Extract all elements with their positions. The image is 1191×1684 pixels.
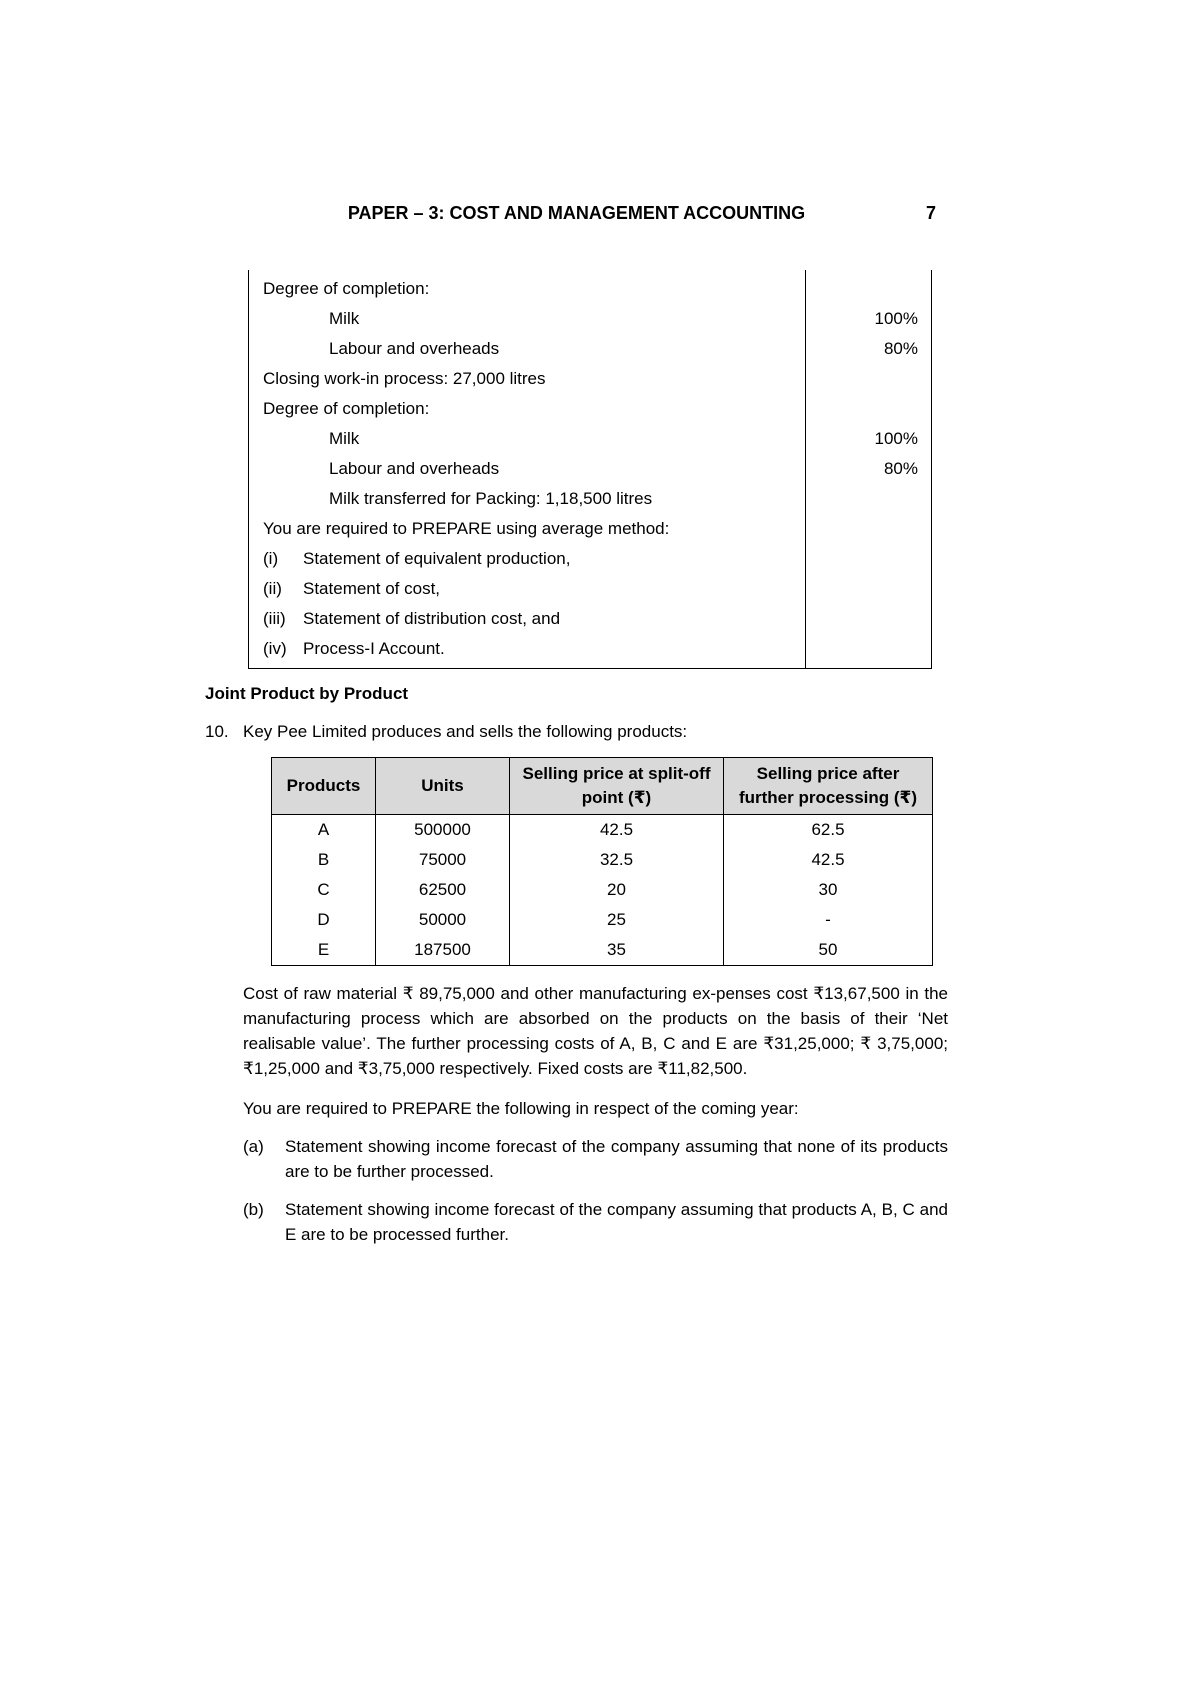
box-row — [249, 364, 931, 394]
box-row — [249, 274, 931, 304]
box-row — [249, 334, 931, 364]
box-row — [249, 514, 931, 544]
table-cell: 30 — [724, 875, 933, 905]
table-row — [272, 935, 933, 966]
list-marker: (iv) — [263, 639, 287, 658]
row-label: Statement of cost, — [303, 579, 441, 598]
table-cell: 62.5 — [724, 815, 933, 846]
table-header-row — [272, 758, 933, 815]
box-row — [249, 544, 931, 574]
column-header-split-off-price: Selling price at split-off point (₹) — [510, 758, 724, 815]
page-header — [205, 202, 948, 224]
column-header-after-processing-price: Selling price after further processing (₹) — [724, 758, 933, 815]
requirement-marker: (b) — [243, 1200, 264, 1219]
list-marker: (iii) — [263, 609, 286, 628]
box-row — [249, 454, 931, 484]
row-label: Statement of distribution cost, and — [303, 609, 561, 628]
page-number: 7 — [925, 203, 936, 223]
box-row — [249, 634, 931, 664]
table-cell: A — [272, 815, 376, 846]
row-label: Process-I Account. — [303, 639, 445, 658]
process-continuation-box — [248, 270, 932, 669]
row-value: 100% — [874, 309, 918, 328]
list-marker: (i) — [263, 549, 279, 568]
table-cell: 42.5 — [510, 815, 724, 846]
table-cell: 32.5 — [510, 845, 724, 875]
box-row — [249, 604, 931, 634]
table-cell: C — [272, 875, 376, 905]
section-heading: Joint Product by Product — [205, 684, 409, 703]
table-cell: - — [724, 905, 933, 935]
box-row — [249, 484, 931, 514]
question-10 — [205, 720, 948, 744]
table-cell: 50000 — [376, 905, 510, 935]
page-title: PAPER – 3: COST AND MANAGEMENT ACCOUNTING — [347, 203, 806, 223]
row-label: Labour and overheads — [329, 339, 500, 358]
row-label: Degree of completion: — [263, 279, 430, 298]
column-header-products: Products — [272, 758, 376, 815]
products-table — [271, 757, 933, 966]
table-cell: 62500 — [376, 875, 510, 905]
table-cell: 50 — [724, 935, 933, 966]
table-row — [272, 845, 933, 875]
row-value: 100% — [874, 429, 918, 448]
table-cell: B — [272, 845, 376, 875]
row-value: 80% — [883, 339, 918, 358]
table-cell: 25 — [510, 905, 724, 935]
table-cell: 75000 — [376, 845, 510, 875]
row-label: Degree of completion: — [263, 399, 430, 418]
table-cell: 187500 — [376, 935, 510, 966]
requirement-text: Statement showing income forecast of the company assuming that products A, B, C and E are to be processed further. — [285, 1200, 948, 1244]
row-label: Statement of equivalent production, — [303, 549, 571, 568]
requirement-text: Statement showing income forecast of the company assuming that none of its products are to be further processed. — [285, 1137, 948, 1181]
table-cell: 500000 — [376, 815, 510, 846]
document-page — [205, 202, 948, 1247]
requirement-item-a — [243, 1134, 948, 1184]
row-label: Milk transferred for Packing: 1,18,500 litres — [329, 489, 653, 508]
question-number: 10. — [205, 722, 229, 741]
table-cell: E — [272, 935, 376, 966]
requirement-item-b — [243, 1197, 948, 1247]
row-label: Closing work-in process: 27,000 litres — [263, 369, 546, 388]
row-value: 80% — [883, 459, 918, 478]
table-cell: 20 — [510, 875, 724, 905]
list-marker: (ii) — [263, 579, 282, 598]
column-header-units: Units — [376, 758, 510, 815]
table-cell: 35 — [510, 935, 724, 966]
requirement-marker: (a) — [243, 1137, 264, 1156]
table-row — [272, 815, 933, 846]
box-row — [249, 574, 931, 604]
box-row — [249, 424, 931, 454]
table-cell: D — [272, 905, 376, 935]
row-label: You are required to PREPARE using average method: — [263, 519, 670, 538]
table-row — [272, 905, 933, 935]
row-label: Labour and overheads — [329, 459, 500, 478]
table-row — [272, 875, 933, 905]
row-label: Milk — [329, 429, 360, 448]
box-row — [249, 304, 931, 334]
question-intro: Key Pee Limited produces and sells the following products: — [243, 722, 688, 741]
table-cell: 42.5 — [724, 845, 933, 875]
prepare-paragraph: You are required to PREPARE the following in respect of the coming year: — [243, 1099, 799, 1118]
box-row — [249, 394, 931, 424]
row-label: Milk — [329, 309, 360, 328]
cost-paragraph: Cost of raw material ₹ 89,75,000 and other manufacturing ex-penses cost ₹13,67,500 in the manufacturing process which are absorbed on the products on the basis of their ‘Net realisable value’. The further processing costs of A, B, C and E are ₹31,25,000; ₹ 3,75,000; ₹1,25,000 and ₹3,75,000 respectively. Fixed costs are ₹11,82,500. — [243, 984, 948, 1078]
